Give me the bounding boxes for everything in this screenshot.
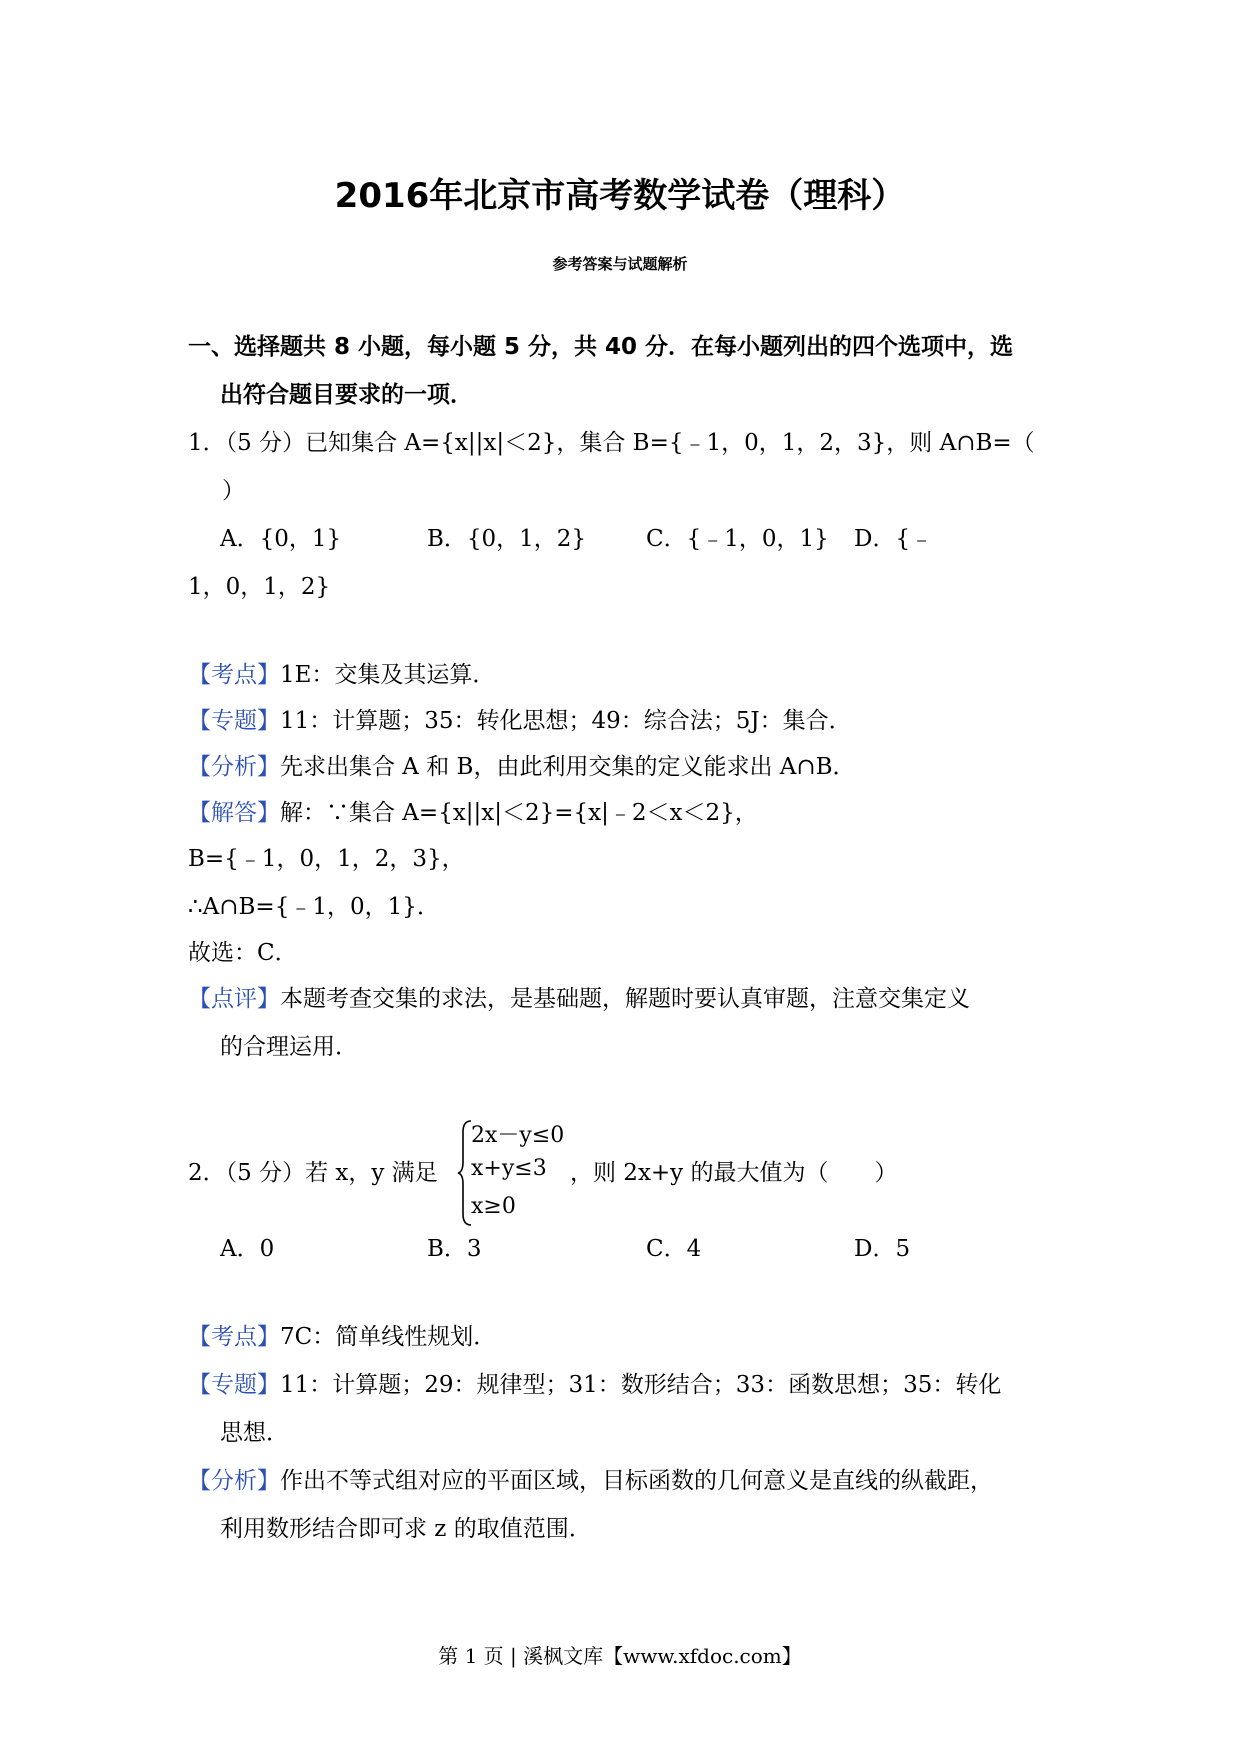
q2-stem-post: ，则 2x+y 的最大值为（ ） — [570, 1160, 898, 1186]
q2-zhuanti-line2: 思想． — [220, 1420, 289, 1446]
section-heading-line1: 一、选择题共 8 小题，每小题 5 分，共 40 分．在每小题列出的四个选项中，选 — [188, 334, 1014, 360]
doc-title: 2016年北京市高考数学试卷（理科） — [334, 176, 906, 216]
q1-option-d: D．{﹣ — [854, 526, 934, 552]
q1-kaodian-text: 1E：交集及其运算． — [280, 662, 496, 688]
q2-system-line1: 2x－y≤0 — [471, 1123, 565, 1148]
q1-fenxi-tag: 【分析】 — [188, 754, 280, 780]
q1-stem-line1: 1．（5 分）已知集合 A={x||x|＜2}，集合 B={﹣1，0，1，2，3}，则 A∩B=（ — [188, 430, 1035, 456]
q2-fenxi-line2: 利用数形结合即可求 z 的取值范围． — [220, 1516, 592, 1542]
q1-option-d-cont: 1，0，1，2} — [188, 574, 331, 600]
q1-dianping-text1: 本题考查交集的求法，是基础题，解题时要认真审题，注意交集定义 — [280, 986, 970, 1012]
q2-stem-pre: 2．（5 分）若 x，y 满足 — [188, 1160, 438, 1186]
q1-option-a: A．{0，1} — [220, 526, 342, 552]
q2-fenxi-tag: 【分析】 — [188, 1468, 280, 1494]
q1-zhuanti-text: 11：计算题；35：转化思想；49：综合法；5J：集合． — [280, 708, 852, 734]
q1-jieda-line4: 故选：C． — [188, 940, 298, 966]
q2-kaodian-tag: 【考点】 — [188, 1324, 280, 1350]
q2-zhuanti-tag: 【专题】 — [188, 1372, 280, 1398]
q1-jieda-text1: 解：∵集合 A={x||x|＜2}={x|﹣2＜x＜2}， — [280, 800, 758, 826]
q1-jieda — [188, 798, 758, 828]
q1-fenxi-text: 先求出集合 A 和 B，由此利用交集的定义能求出 A∩B． — [280, 754, 856, 780]
q2-inequality-system — [456, 1118, 566, 1228]
q1-dianping-tag: 【点评】 — [188, 986, 280, 1012]
q2-kaodian — [188, 1322, 496, 1352]
q1-zhuanti-tag: 【专题】 — [188, 708, 280, 734]
q2-option-c: C．4 — [646, 1236, 702, 1262]
q2-kaodian-text: 7C：简单线性规划． — [280, 1324, 497, 1350]
q2-option-a: A．0 — [220, 1236, 275, 1262]
q1-kaodian — [188, 660, 495, 690]
q1-kaodian-tag: 【考点】 — [188, 662, 280, 688]
q2-fenxi-text1: 作出不等式组对应的平面区域，目标函数的几何意义是直线的纵截距， — [280, 1468, 993, 1494]
q2-system-line3: x≥0 — [471, 1194, 516, 1219]
q1-jieda-line2: B={﹣1，0，1，2，3}， — [188, 846, 465, 872]
page-footer: 第 1 页 | 溪枫文库【www.xfdoc.com】 — [438, 1644, 802, 1668]
q2-system-line2: x+y≤3 — [471, 1156, 547, 1181]
q1-jieda-line3: ∴A∩B={﹣1，0，1}． — [188, 894, 440, 920]
q2-option-d: D．5 — [854, 1236, 911, 1262]
q1-dianping — [188, 984, 970, 1014]
q1-dianping-line2: 的合理运用． — [220, 1034, 358, 1060]
q1-stem-line2: ） — [222, 478, 245, 504]
q1-fenxi — [188, 752, 856, 782]
q2-zhuanti-text1: 11：计算题；29：规律型；31：数形结合；33：函数思想；35：转化 — [280, 1372, 1002, 1398]
doc-subtitle: 参考答案与试题解析 — [552, 255, 688, 273]
q1-option-b: B．{0，1，2} — [427, 526, 587, 552]
section-heading-line2: 出符合题目要求的一项． — [220, 382, 473, 408]
q1-option-c: C．{﹣1，0，1} — [646, 526, 829, 552]
q1-jieda-tag: 【解答】 — [188, 800, 280, 826]
q2-zhuanti — [188, 1370, 1001, 1400]
q2-fenxi — [188, 1466, 993, 1496]
q1-zhuanti — [188, 706, 852, 736]
q2-option-b: B．3 — [427, 1236, 482, 1262]
